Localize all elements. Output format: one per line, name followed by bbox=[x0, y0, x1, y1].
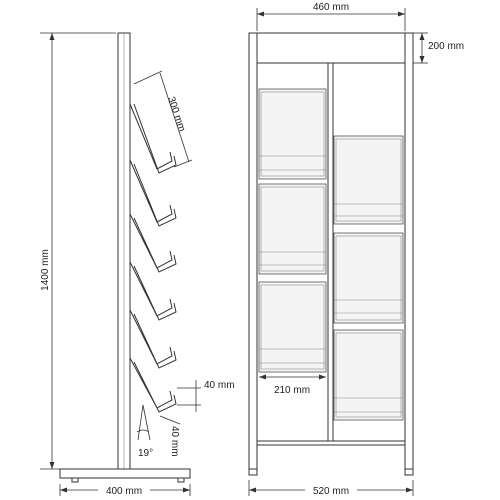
pocket-left-3 bbox=[259, 282, 326, 372]
left-upright bbox=[249, 33, 257, 469]
angle-label: 19° bbox=[138, 448, 154, 459]
top-width-label: 460 mm bbox=[312, 2, 350, 13]
height-arrow-top bbox=[50, 33, 55, 40]
side-base-leveler-right bbox=[178, 478, 184, 482]
right-pocket-column bbox=[334, 136, 403, 420]
pocket-right-2 bbox=[334, 233, 403, 323]
shelf-profile-3 bbox=[130, 214, 176, 272]
side-base-leveler-left bbox=[72, 478, 78, 482]
lip-width-label: 40 mm bbox=[169, 426, 180, 457]
base-width-arrow-right bbox=[406, 488, 413, 493]
pocket-left-1 bbox=[259, 89, 326, 179]
shelf-depth-ext-bottom bbox=[174, 160, 192, 167]
right-upright bbox=[405, 33, 413, 469]
top-width-arrow-right bbox=[398, 12, 405, 17]
right-foot bbox=[405, 469, 413, 475]
side-base-foot bbox=[60, 469, 190, 478]
left-foot bbox=[249, 469, 257, 475]
center-divider bbox=[328, 63, 333, 441]
angle-marker bbox=[138, 405, 150, 440]
lip-height-label: 40 mm bbox=[204, 380, 235, 391]
header-height-arrow-top bbox=[420, 33, 425, 40]
lip-width-line bbox=[160, 416, 180, 424]
slanted-shelf-profile bbox=[130, 104, 176, 412]
shelf-profile-2 bbox=[130, 160, 176, 226]
shelf-profile-6 bbox=[130, 358, 176, 412]
header-height-arrow-bottom bbox=[420, 56, 425, 63]
pocket-right-1 bbox=[334, 136, 403, 224]
front-view bbox=[249, 33, 413, 475]
shelf-depth-label: 300 mm bbox=[165, 95, 188, 134]
shelf-profile-5 bbox=[130, 310, 176, 368]
shelf-profile-4 bbox=[130, 262, 176, 320]
pocket-width-arrow-right bbox=[319, 375, 326, 380]
height-label: 1400 mm bbox=[40, 249, 51, 291]
height-arrow-bottom bbox=[50, 462, 55, 469]
header-panel bbox=[257, 33, 405, 63]
bottom-rail bbox=[257, 441, 405, 445]
left-pocket-column bbox=[259, 89, 326, 372]
base-width-label: 520 mm bbox=[312, 486, 350, 497]
side-view-dimensions bbox=[40, 33, 235, 497]
pocket-right-3 bbox=[334, 330, 403, 420]
shelf-profile-1 bbox=[130, 104, 176, 173]
base-depth-label: 400 mm bbox=[105, 486, 143, 497]
pocket-width-label: 210 mm bbox=[273, 385, 311, 396]
top-width-arrow-left bbox=[257, 12, 264, 17]
base-width-arrow-left bbox=[249, 488, 256, 493]
shelf-depth-ext-top bbox=[134, 71, 162, 84]
base-depth-arrow-right bbox=[183, 488, 190, 493]
pocket-width-arrow-left bbox=[259, 375, 266, 380]
header-height-label: 200 mm bbox=[428, 41, 465, 52]
pocket-left-2 bbox=[259, 184, 326, 274]
base-depth-arrow-left bbox=[60, 488, 67, 493]
